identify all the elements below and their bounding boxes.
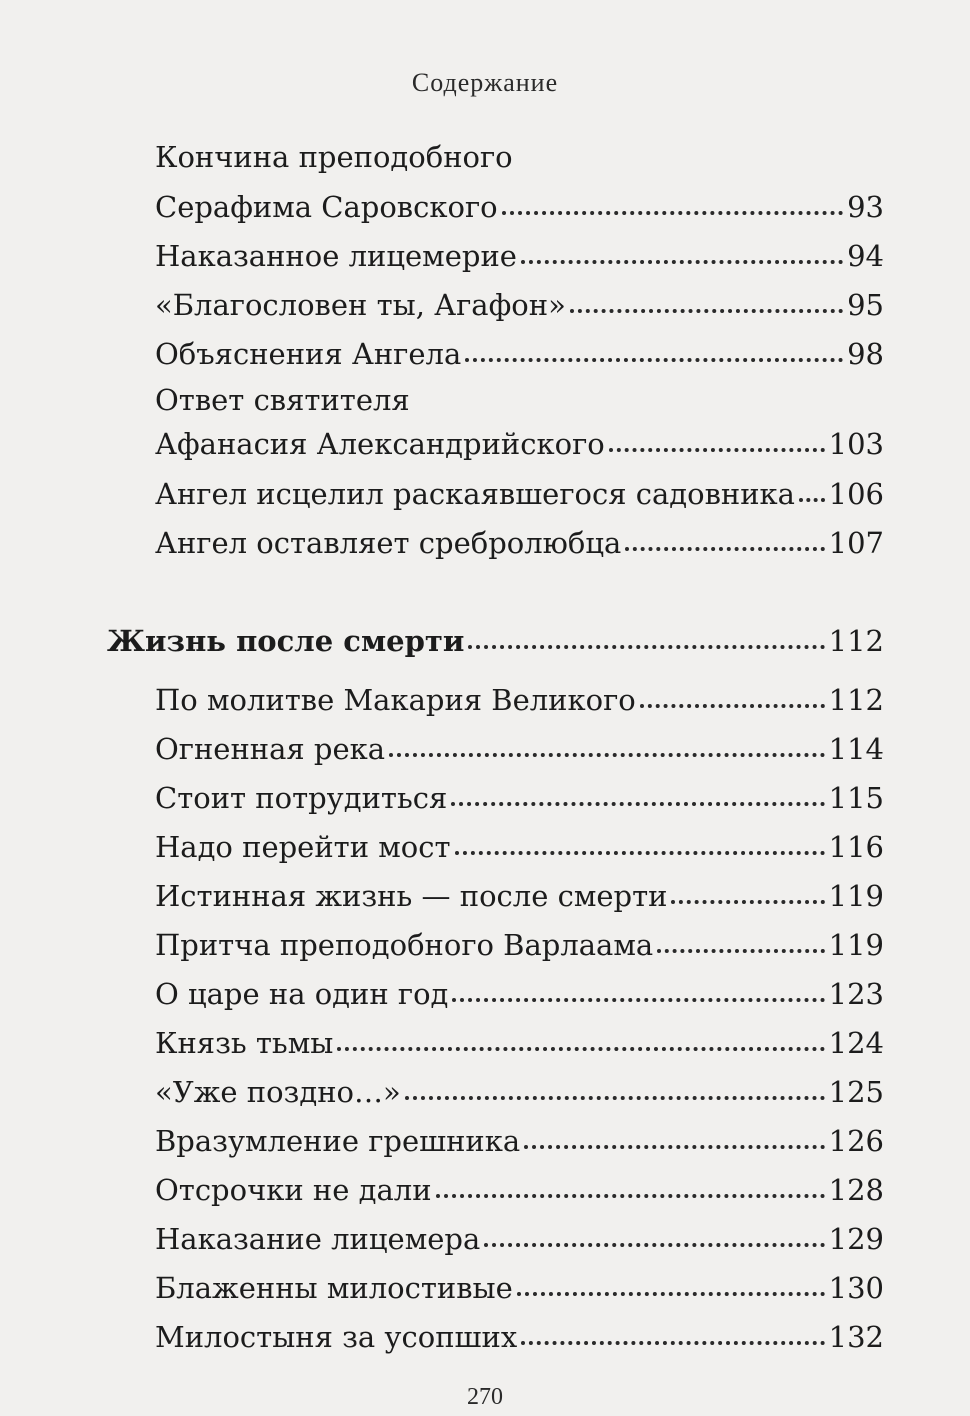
toc-entry-title: Вразумление грешника [155,1124,521,1158]
dot-leader [521,238,843,264]
toc-entry [155,334,884,374]
toc-entry [155,1317,884,1357]
toc-section-title: Жизнь после смерти [107,624,465,658]
dot-leader [521,1319,824,1345]
toc-entry [155,424,884,464]
toc-entry-page: 103 [828,427,884,461]
toc-entry-title: Блаженны милостивые [155,1271,513,1305]
toc-entry-page: 95 [847,288,884,322]
toc-entry-title: Князь тьмы [155,1026,334,1060]
toc-entry-page: 119 [828,879,884,913]
dot-leader [452,976,824,1002]
toc-entry [155,1170,884,1210]
toc-entry-title: Ангел оставляет сребролюбца [155,526,622,560]
dot-leader [657,927,824,953]
running-head: Содержание [411,68,559,97]
toc-entry-page: 129 [828,1222,884,1256]
toc-entry-page: 124 [828,1026,884,1060]
toc-entry-title: Отсрочки не дали [155,1173,432,1207]
toc-entry-title: Истинная жизнь — после смерти [155,879,668,913]
dot-leader [625,525,824,551]
dot-leader [455,829,825,855]
toc-entry-title: Наказанное лицемерие [155,239,517,273]
dot-leader [799,476,825,502]
toc-entry-title: Милостыня за усопших [155,1320,518,1354]
toc-entry [155,974,884,1014]
page-number: 270 [467,1384,503,1410]
toc-entry-page: 115 [828,781,884,815]
toc-entry-page: 126 [828,1124,884,1158]
toc-entry [155,876,884,916]
dot-leader [436,1172,825,1198]
toc-entry-page: 116 [828,830,884,864]
toc-entry-title: Ангел исцелил раскаявшегося садовника [155,477,795,511]
toc-section-heading [107,621,884,661]
dot-leader [451,780,824,806]
toc-entry [155,778,884,818]
toc-entry-page: 132 [828,1320,884,1354]
toc-entry-page: 112 [828,683,884,717]
toc-entry [155,827,884,867]
toc-entry-title: Серафима Саровского [155,190,498,224]
toc-entry [155,925,884,965]
dot-leader [609,426,825,452]
toc-entry [155,523,884,563]
dot-leader [570,287,843,313]
toc-entry-title: Притча преподобного Варлаама [155,928,654,962]
toc-entry-page: 125 [828,1075,884,1109]
toc-entry-title: О царе на один год [155,977,449,1011]
dot-leader [671,878,824,904]
toc-section-page: 112 [828,624,884,658]
toc-entry-page: 128 [828,1173,884,1207]
dot-leader [502,189,843,215]
toc-entry-page: 107 [828,526,884,560]
toc-entry-page: 114 [828,732,884,766]
toc-entry-page: 119 [828,928,884,962]
toc-entry-title: «Благословен ты, Агафон» [155,288,566,322]
toc-entry [155,285,884,325]
dot-leader [524,1123,824,1149]
dot-leader [640,682,825,708]
toc-entry-page: 106 [828,477,884,511]
toc-entry [155,1268,884,1308]
toc-entry [155,187,884,227]
toc-entry-page: 94 [847,239,884,273]
toc-entry-title: Огненная река [155,732,386,766]
toc-entry-page: 93 [847,190,884,224]
dot-leader [465,336,843,362]
toc-entry-page: 98 [847,337,884,371]
dot-leader [468,623,824,649]
toc-entry [155,1219,884,1259]
toc-entry-page: 130 [828,1271,884,1305]
toc-entry [155,729,884,769]
toc-entry-title: Стоит потрудиться [155,781,448,815]
toc-entry [155,474,884,514]
toc-entry [155,680,884,720]
dot-leader [389,731,825,757]
toc-entry [155,1121,884,1161]
toc-entry-title: Афанасия Александрийского [155,427,605,461]
toc-entry [155,1023,884,1063]
toc-entry-title-first-line: Ответ святителя [155,383,410,417]
dot-leader [405,1074,825,1100]
toc-entry-title: Наказание лицемера [155,1222,481,1256]
dot-leader [484,1221,824,1247]
toc-entry [155,236,884,276]
toc-entry-title: «Уже поздно…» [155,1075,401,1109]
toc-entry [155,1072,884,1112]
toc-entry-title: Надо перейти мост [155,830,451,864]
toc-entry-title: По молитве Макария Великого [155,683,636,717]
toc-entry-title: Объяснения Ангела [155,337,462,371]
dot-leader [337,1025,824,1051]
toc-entry-title-first-line: Кончина преподобного [155,140,513,174]
toc-entry-page: 123 [828,977,884,1011]
dot-leader [517,1270,825,1296]
